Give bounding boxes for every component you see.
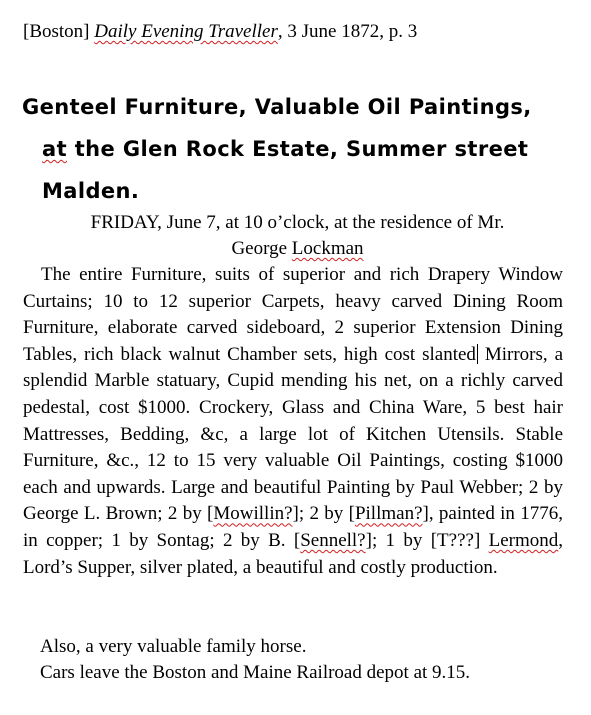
dateline-line-2: George Lockman [231, 238, 364, 259]
source-date-page: , 3 June 1872, p. 3 [277, 21, 418, 42]
dateline [30, 210, 565, 262]
source-citation [23, 20, 417, 44]
text-cursor [477, 344, 478, 364]
dateline-line-1: FRIDAY, June 7, at 10 o’clock, at the residence of Mr. [90, 212, 505, 233]
body-paragraph: The entire Furniture, suits of superior and rich Drapery Window Curtains; 10 to 12 superior Carpets, heavy carved Dining Room Furniture, elaborate carved sideboard, 2 superior Extension Dining Tables, rich black walnut Chamber sets, high cost slanted Mirrors, a splendid Marble statuary, Cupid mending his net, on a richly carved pedestal, cost $1000. Crockery, Glass and China Ware, 5 best hair Mattresses, Bedding, &c, a large lot of Kitchen Utensils. Stable Furniture, &c., 12 to 15 very valuable Oil Paintings, costing $1000 each and upwards. Large and beautiful Painting by Paul Webber; 2 by George L. Brown; 2 by [Mowillin?]; 2 by [Pillman?], painted in 1776, in copper; 1 by Sontag; 2 by B. [Sennell?]; 1 by [T???] Lermond, Lord’s Supper, silver plated, a beautiful and costly production. [23, 264, 564, 578]
horse-line: Also, a very valuable family horse. [40, 636, 307, 657]
advertisement-body[interactable] [23, 262, 563, 581]
cars-line: Cars leave the Boston and Maine Railroad depot at 9.15. [40, 662, 471, 683]
newspaper-title: Daily Evening Traveller [94, 21, 278, 42]
headline-line-2: at the Glen Rock Estate, Summer street [42, 137, 529, 161]
headline [22, 86, 567, 212]
source-prefix: [Boston] [23, 21, 95, 42]
headline-line-3: Malden. [42, 179, 140, 203]
headline-line-1: Genteel Furniture, Valuable Oil Paintings, [22, 95, 532, 119]
